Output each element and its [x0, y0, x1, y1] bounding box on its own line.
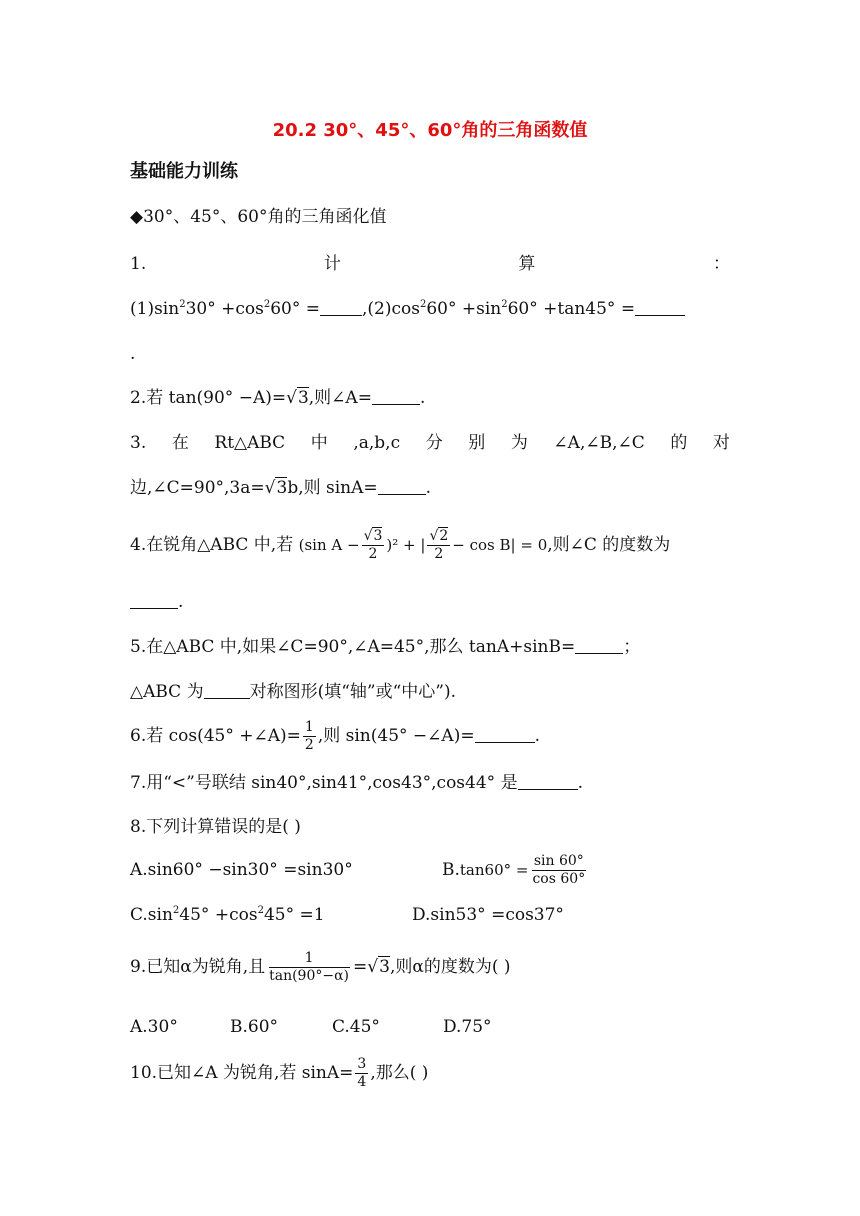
option-a[interactable]: A.sin60° −sin30° =sin30° — [130, 860, 353, 880]
question-10: 10.已知∠A 为锐角,若 sinA= $\frac{3}{4}$ ,那么( ) — [130, 1056, 429, 1090]
question-1-body: $(1)\sin^230^\circ +\cos^260^\circ = ,(2)\cos^260^\circ +\sin^260^\circ +\tan 45^\circ$ = — [130, 297, 730, 321]
sqrt-expression: √3 — [286, 388, 309, 408]
fraction: $\frac{√3}{2}$ — [363, 528, 383, 562]
answer-blank[interactable] — [130, 592, 178, 609]
fraction: $\frac{√2}{2}$ — [429, 528, 449, 562]
question-4: 4.在锐角△ABC 中,若 (sin A − $\frac{√3}{2}$ )² + | $\frac{√2}{2}$ − cos B| = 0,则∠C 的度数为 — [130, 528, 671, 562]
fraction: $\frac{3}{4}$ — [357, 1056, 367, 1090]
question-9: 9.已知α为锐角,且 $\frac{1}{\tan(90^\circ-\alpha)}$ =√3,则α的度数为( ) — [130, 945, 730, 989]
option-b[interactable]: B.60° — [230, 1017, 279, 1037]
option-c[interactable]: $C.\sin^245^\circ +\cos^245^\circ =1$ — [130, 905, 325, 925]
question-8: 8.下列计算错误的是( ) — [130, 817, 301, 837]
question-5-line-2: △ABC 为 对称图形(填“轴”或“中心”). — [130, 682, 457, 702]
option-b[interactable]: B.tan60° = $\frac{\sin 60^\circ}{\cos 60^\circ}$ — [442, 853, 586, 887]
section-heading: 基础能力训练 — [130, 161, 238, 182]
answer-blank[interactable] — [378, 478, 426, 495]
question-8-options-ab — [130, 850, 730, 890]
question-5-line-1: 5.在△ABC 中,如果∠C=90°,∠A=45°,那么 tanA+sinB= ； — [130, 637, 641, 657]
answer-blank[interactable] — [575, 637, 623, 654]
question-2: 2.若 tan(90° −A)=√3,则∠A= . — [130, 388, 426, 408]
answer-blank[interactable] — [635, 299, 685, 316]
option-d[interactable]: D.75° — [443, 1017, 492, 1037]
answer-blank[interactable] — [475, 726, 535, 743]
question-1-header: 1. 计 算 ： — [130, 254, 730, 274]
question-7: 7.用“<”号联结 sin40°,sin41°,cos43°,cos44° 是 . — [130, 773, 583, 793]
subsection-heading: ◆30°、45°、60°角的三角函化值 — [130, 207, 387, 227]
question-6: 6.若 cos(45° +∠A)= $\frac{1}{2}$ ,则 sin(45° −∠A)= . — [130, 719, 540, 753]
option-c[interactable]: C.45° — [332, 1017, 380, 1037]
question-3-line-1: 3. 在 Rt△ABC 中 ,a,b,c 分 别 为 ∠A,∠B,∠C 的 对 — [130, 433, 730, 453]
page-title: 20.2 30°、45°、60°角的三角函数值 — [272, 120, 588, 141]
answer-blank[interactable] — [518, 773, 578, 790]
fraction: $\frac{1}{2}$ — [304, 719, 314, 753]
question-3-line-2: 边,∠C=90°,3a=√3b,则 sinA= . — [130, 478, 432, 498]
fraction: $\frac{\sin 60^\circ}{\cos 60^\circ}$ — [532, 853, 586, 887]
option-a[interactable]: A.30° — [130, 1017, 178, 1037]
answer-blank[interactable] — [372, 388, 420, 405]
sqrt-expression: √3 — [264, 478, 288, 498]
question-1-end: . — [130, 344, 136, 364]
fraction: $\frac{1}{\tan(90^\circ-\alpha)}$ — [269, 950, 350, 984]
question-4-end: . — [130, 590, 730, 614]
answer-blank[interactable] — [320, 299, 362, 316]
answer-blank[interactable] — [204, 682, 250, 699]
sqrt-expression: √3 — [367, 957, 390, 977]
option-d[interactable]: D.sin53° =cos37° — [412, 905, 564, 925]
